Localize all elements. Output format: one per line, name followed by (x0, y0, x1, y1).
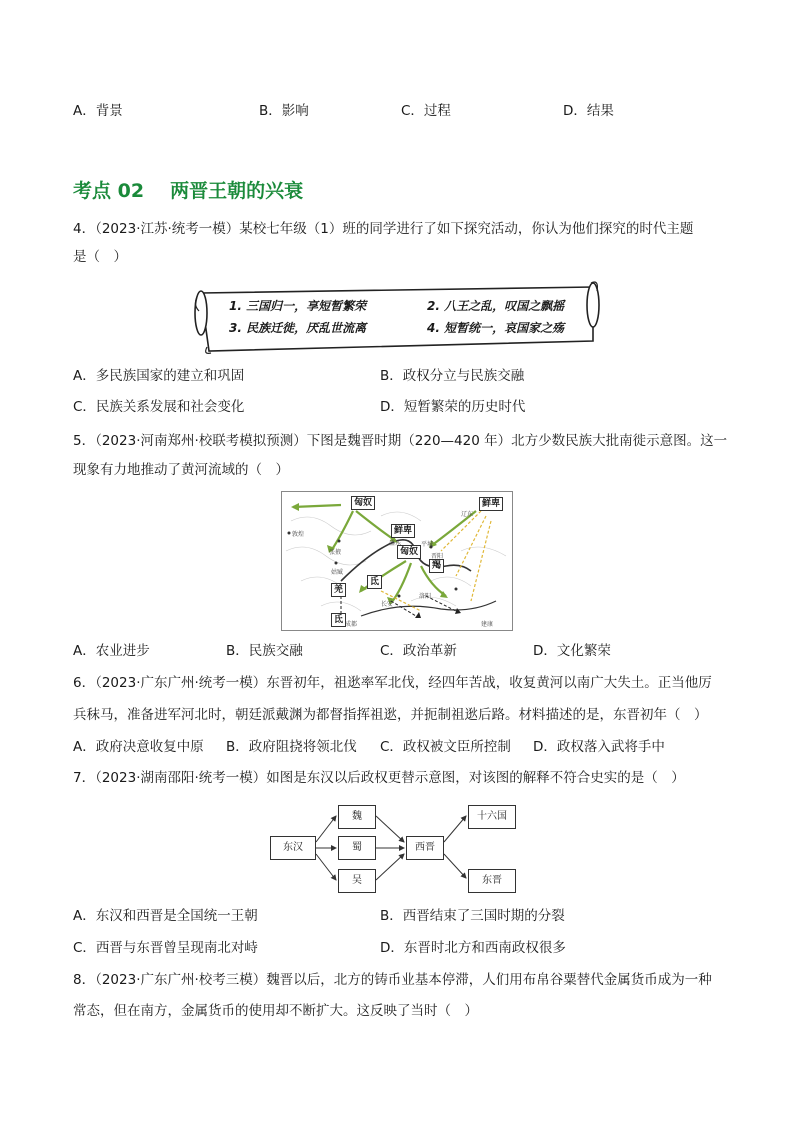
q4-option-a: A．多民族国家的建立和巩固 (73, 368, 245, 384)
q7-option-a: A．东汉和西晋是全国统一王朝 (73, 908, 258, 924)
q4-option-d: D．短暂繁荣的历史时代 (380, 399, 526, 415)
map-city-changan: 长安 (381, 601, 394, 608)
q6-stem-line1: 6．（2023·广东广州·统考一模）东晋初年，祖逖率军北伐，经四年苦战，收复黄河以南广大失土。正当他厉 (73, 675, 712, 691)
map-city-pingcheng: 平城 (421, 541, 434, 548)
diagram-box-shiliuguo: 十六国 (468, 805, 516, 829)
map-label-jie: 羯 (429, 559, 444, 573)
q8-stem-line1: 8．（2023·广东广州·校考三模）魏晋以后，北方的铸币业基本停滞，人们用布帛谷粟替代金属货币成为一种 (73, 972, 712, 988)
q6-option-c: C．政权被文臣所控制 (380, 739, 511, 755)
q5-option-a: A．农业进步 (73, 643, 150, 659)
map-label-xiongnu-south: 匈奴 (397, 545, 421, 559)
diagram-box-xijin: 西晋 (406, 836, 444, 860)
map-drawing (281, 491, 513, 631)
diagram-box-shu: 蜀 (338, 836, 376, 860)
map-city-liaodong: 辽东 (461, 511, 474, 518)
diagram-box-donghan: 东汉 (270, 836, 316, 860)
migration-map (281, 491, 513, 631)
map-label-di-north: 氐 (367, 575, 382, 589)
map-city-zhangye: 张掖 (329, 549, 342, 556)
section-number: 考点 02 (73, 180, 145, 202)
q6-stem-line2: 兵秣马，准备进军河北时，朝廷派戴渊为都督指挥祖逖，并扼制祖逖后路。材料描述的是，东晋初年（ ） (73, 707, 708, 723)
q7-option-d: D．东晋时北方和西南政权很多 (380, 940, 566, 956)
q8-stem-line2: 常态，但在南方，金属货币的使用却不断扩大。这反映了当时（ ） (73, 1003, 478, 1019)
map-city-jiankang: 建康 (481, 621, 494, 628)
map-label-qiang: 羌 (331, 583, 346, 597)
q5-option-b: B．民族交融 (226, 643, 303, 659)
map-label-xianbei-east: 鲜卑 (479, 497, 503, 511)
map-label-di-south: 氐 (331, 613, 346, 627)
q6-option-d: D．政权落入武将手中 (533, 739, 665, 755)
q7-option-c: C．西晋与东晋曾呈现南北对峙 (73, 940, 258, 956)
map-city-luoyang: 洛阳 (419, 593, 432, 600)
map-label-xiongnu-north: 匈奴 (351, 496, 375, 510)
q5-option-d: D．文化繁荣 (533, 643, 611, 659)
succession-diagram (270, 802, 520, 894)
q4-scroll-figure (193, 275, 603, 357)
diagram-box-wu: 吴 (338, 869, 376, 893)
section-heading (73, 176, 303, 203)
q4-stem-line1: 4．（2023·江苏·统考一模）某校七年级（1）班的同学进行了如下探究活动，你认为他们探究的时代主题 (73, 221, 694, 237)
q6-option-a: A．政府决意收复中原 (73, 739, 204, 755)
scroll-item-1: 1. 三国归一，享短暂繁荣 (229, 299, 367, 313)
map-city-jinyang: 晋阳 (431, 553, 444, 560)
map-city-dunhuang: 敦煌 (292, 531, 305, 538)
q3-option-b: B．影响 (259, 103, 309, 119)
q4-option-c: C．民族关系发展和社会变化 (73, 399, 245, 415)
q3-option-c: C．过程 (401, 103, 451, 119)
diagram-box-dongjin: 东晋 (468, 869, 516, 893)
diagram-box-wei: 魏 (338, 805, 376, 829)
q4-stem-line2: 是（ ） (73, 249, 127, 265)
q6-option-b: B．政府阻挠将领北伐 (226, 739, 357, 755)
scroll-item-2: 2. 八王之乱，叹国之飘摇 (427, 299, 565, 313)
map-city-shengle: 盛乐 (389, 540, 402, 547)
scroll-frame (193, 275, 603, 357)
map-city-guzang: 姑臧 (331, 569, 344, 576)
map-label-xianbei-mid: 鲜卑 (391, 524, 415, 538)
map-city-chengdu: 成都 (345, 621, 358, 628)
q7-option-b: B．西晋结束了三国时期的分裂 (380, 908, 565, 924)
section-title: 两晋王朝的兴衰 (170, 180, 304, 202)
q5-stem-line2: 现象有力地推动了黄河流域的（ ） (73, 462, 289, 478)
scroll-item-4: 4. 短暂统一，哀国家之殇 (427, 321, 565, 335)
q5-stem-line1: 5．（2023·河南郑州·校联考模拟预测）下图是魏晋时期（220—420 年）北方少数民族大批南徙示意图。这一 (73, 433, 728, 449)
q5-option-c: C．政治革新 (380, 643, 457, 659)
q3-option-d: D．结果 (563, 103, 614, 119)
q3-option-a: A．背景 (73, 103, 123, 119)
q4-option-b: B．政权分立与民族交融 (380, 368, 525, 384)
q7-stem-line1: 7．（2023·湖南邵阳·统考一模）如图是东汉以后政权更替示意图，对该图的解释不符合史实的是（ ） (73, 770, 685, 786)
scroll-item-3: 3. 民族迁徙，厌乱世流离 (229, 321, 367, 335)
